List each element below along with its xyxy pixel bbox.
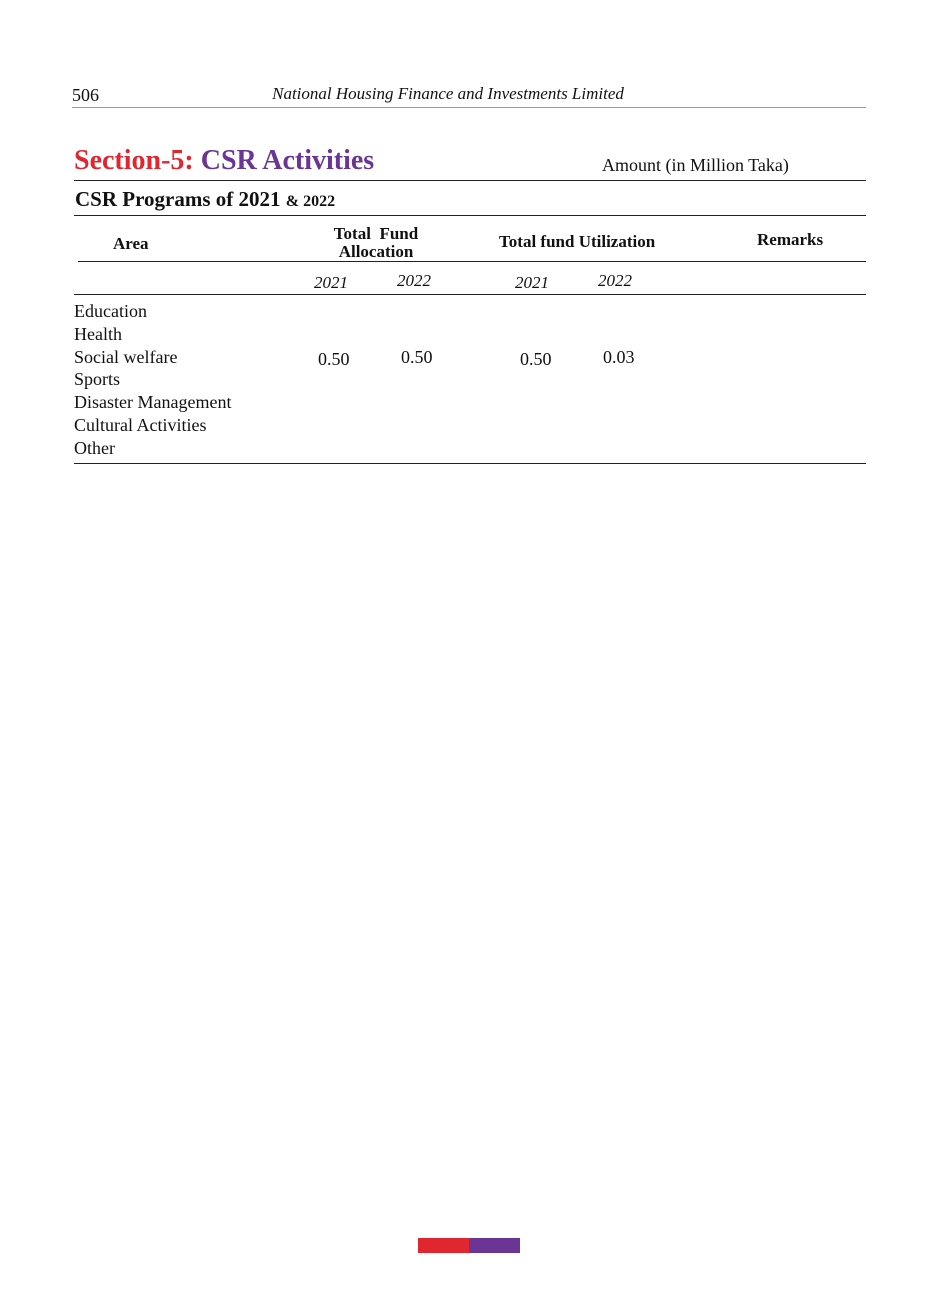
area-item: Cultural Activities bbox=[74, 414, 207, 435]
section-title bbox=[74, 143, 374, 179]
section-name: CSR Activities bbox=[200, 145, 375, 176]
table-title-main: CSR Programs of 2021 bbox=[75, 187, 281, 211]
column-header-allocation-line1: Total Fund bbox=[333, 224, 419, 243]
utilization-2021-value: 0.50 bbox=[520, 349, 552, 369]
footer-color-bar bbox=[418, 1238, 520, 1253]
area-item: Education bbox=[74, 301, 147, 321]
section-divider bbox=[74, 180, 866, 181]
year-utilization-2022: 2022 bbox=[598, 271, 632, 290]
year-allocation-2021: 2021 bbox=[314, 273, 348, 292]
section-number: Section-5: bbox=[74, 145, 194, 176]
column-header-area: Area bbox=[113, 234, 149, 253]
table-year-rule bbox=[74, 294, 866, 295]
table-header-rule bbox=[78, 261, 866, 262]
table-title bbox=[75, 186, 335, 215]
column-header-remarks: Remarks bbox=[757, 230, 824, 249]
table-top-rule bbox=[74, 215, 866, 216]
area-item: Disaster Management bbox=[74, 392, 232, 413]
area-item: Other bbox=[74, 437, 115, 458]
amount-unit-note: Amount (in Million Taka) bbox=[602, 155, 789, 175]
area-item: Social welfare bbox=[74, 346, 178, 367]
column-header-utilization: Total fund Utilization bbox=[499, 232, 656, 251]
utilization-2022-value: 0.03 bbox=[603, 347, 635, 367]
footer-bar-purple-segment bbox=[469, 1238, 520, 1253]
table-bottom-rule bbox=[74, 463, 866, 464]
allocation-2022-value: 0.50 bbox=[401, 347, 433, 367]
area-item: Sports bbox=[74, 369, 121, 390]
footer-bar-red-segment bbox=[418, 1238, 469, 1253]
area-list bbox=[74, 300, 231, 460]
header-divider bbox=[72, 107, 866, 108]
table-title-tail: & 2022 bbox=[285, 193, 336, 210]
year-utilization-2021: 2021 bbox=[515, 273, 549, 292]
area-item: Health bbox=[74, 323, 122, 344]
column-header-allocation-line2: Allocation bbox=[338, 242, 414, 261]
column-header-allocation bbox=[316, 225, 436, 261]
page-number: 506 bbox=[72, 85, 99, 105]
allocation-2021-value: 0.50 bbox=[318, 349, 350, 369]
running-title: National Housing Finance and Investments Limited bbox=[272, 84, 624, 103]
year-allocation-2022: 2022 bbox=[397, 271, 431, 290]
